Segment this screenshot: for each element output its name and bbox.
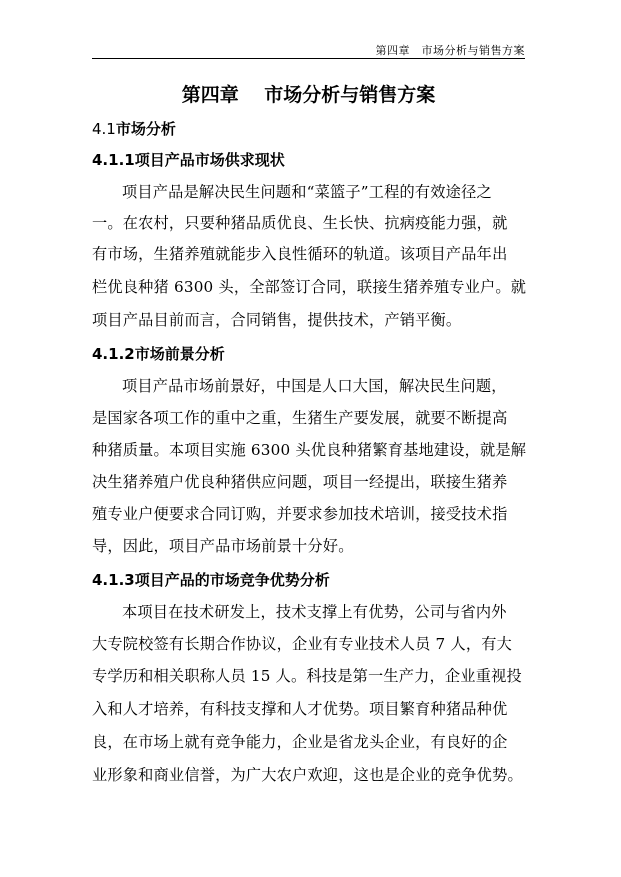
paragraph-line: 栏优良种猪 6300 头，全部签订合同，联接生猪养殖专业户。就 xyxy=(92,278,527,296)
paragraph-line: 项目产品目前而言，合同销售，提供技术，产销平衡。 xyxy=(92,311,462,329)
paragraph-line: 一。在农村，只要种猪品质优良、生长快、抗病疫能力强，就 xyxy=(92,214,508,232)
section-heading xyxy=(92,118,176,139)
paragraph-line: 项目产品是解决民生问题和“菜篮子”工程的有效途径之 xyxy=(122,183,492,201)
section-title-text: 市场分析 xyxy=(115,120,176,138)
paragraph-line: 业形象和商业信誉，为广大农户欢迎，这也是企业的竞争优势。 xyxy=(92,766,523,784)
paragraph-line: 大专院校签有长期合作协议，企业有专业技术人员 7 人，有大 xyxy=(92,635,512,653)
section-number: 4.1 xyxy=(92,120,116,138)
subsection-heading: 4.1.1项目产品市场供求现状 xyxy=(92,151,285,169)
subsection-heading: 4.1.2市场前景分析 xyxy=(92,345,225,363)
paragraph-line: 本项目在技术研发上，技术支撑上有优势，公司与省内外 xyxy=(122,603,507,621)
chapter-title: 第四章 市场分析与销售方案 xyxy=(181,84,436,106)
paragraph-line: 殖专业户便要求合同订购，并要求参加技术培训，接受技术指 xyxy=(92,505,508,523)
paragraph-line: 有市场，生猪养殖就能步入良性循环的轨道。该项目产品年出 xyxy=(92,245,508,263)
paragraph-line: 决生猪养殖户优良种猪供应问题，项目一经提出，联接生猪养 xyxy=(92,473,508,491)
paragraph-line: 项目产品市场前景好，中国是人口大国，解决民生问题， xyxy=(122,377,507,395)
header-rule xyxy=(92,58,525,59)
paragraph-line: 良，在市场上就有竞争能力，企业是省龙头企业，有良好的企 xyxy=(92,733,508,751)
running-header: 第四章 市场分析与销售方案 xyxy=(375,44,525,57)
paragraph-line: 种猪质量。本项目实施 6300 头优良种猪繁育基地建设，就是解 xyxy=(92,441,527,459)
paragraph-line: 是国家各项工作的重中之重，生猪生产要发展，就要不断提高 xyxy=(92,409,508,427)
paragraph-line: 导，因此，项目产品市场前景十分好。 xyxy=(92,537,354,555)
paragraph-line: 专学历和相关职称人员 15 人。科技是第一生产力，企业重视投 xyxy=(92,667,522,685)
subsection-heading: 4.1.3项目产品的市场竞争优势分析 xyxy=(92,571,330,589)
paragraph-line: 入和人才培养，有科技支撑和人才优势。项目繁育种猪品种优 xyxy=(92,700,508,718)
